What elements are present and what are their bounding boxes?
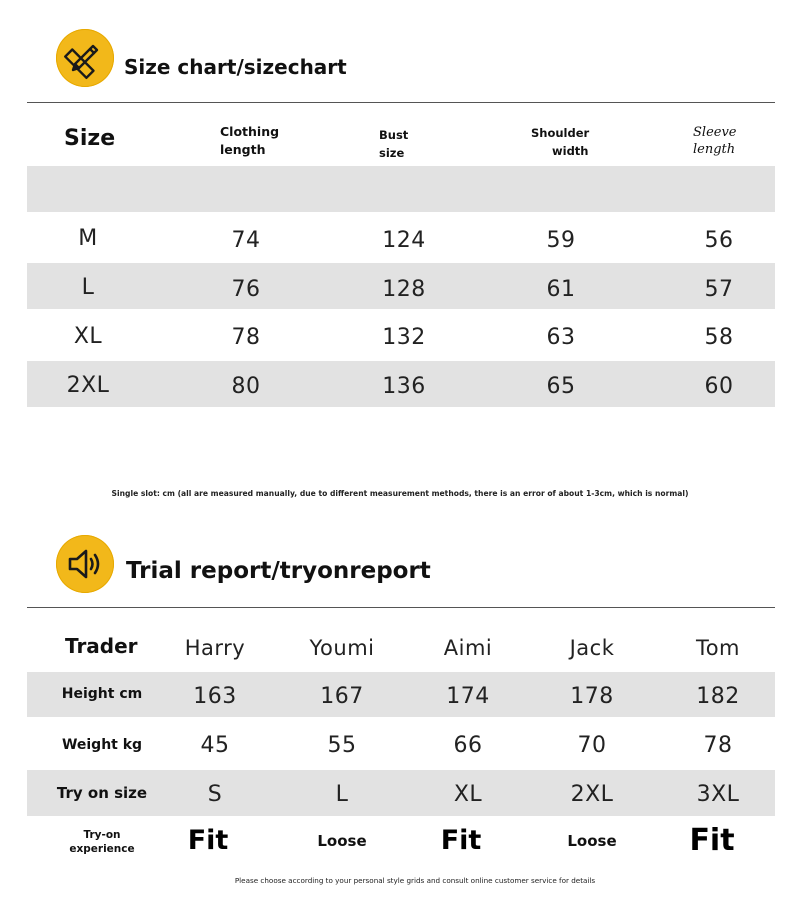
sleeve-length-header: Sleeve length — [693, 125, 737, 157]
shoulder-cell: 59 — [546, 228, 576, 253]
weight-cell: 55 — [327, 733, 357, 758]
sleeve-cell: 57 — [704, 277, 734, 302]
experience-cell: Loose — [567, 832, 617, 850]
try-on-size-cell: L — [335, 782, 349, 807]
trial-report-title: Trial report/tryonreport — [126, 558, 431, 584]
clothing-cell: 76 — [231, 277, 261, 302]
try-on-size-cell: S — [207, 782, 223, 807]
try-on-size-cell: XL — [453, 782, 483, 807]
try-on-size-cell: 2XL — [570, 782, 614, 807]
trader-name: Aimi — [443, 636, 493, 660]
try-on-experience-label: Try-on experience — [69, 829, 135, 855]
weight-label: Weight kg — [61, 737, 143, 753]
experience-cell: Fit — [187, 825, 229, 856]
pencil-ruler-icon — [56, 29, 114, 87]
bust-cell: 136 — [382, 374, 426, 399]
bust-size-header: Bust size — [379, 128, 409, 160]
height-cell: 163 — [193, 684, 237, 709]
height-cell: 182 — [696, 684, 740, 709]
experience-cell: Loose — [317, 832, 367, 850]
weight-cell: 45 — [200, 733, 230, 758]
shoulder-cell: 63 — [546, 325, 576, 350]
height-cell: 167 — [320, 684, 364, 709]
sleeve-cell: 56 — [704, 228, 734, 253]
measurement-note: Single slot: cm (all are measured manually, due to different measurement methods, there is an error of about 1-3cm, which is normal) — [111, 489, 689, 498]
size-chart-title: Size chart/sizechart — [124, 55, 347, 79]
shoulder-cell: 65 — [546, 374, 576, 399]
size-cell: XL — [73, 324, 103, 349]
trader-name: Tom — [695, 636, 741, 660]
size-table-empty-band — [27, 166, 775, 212]
clothing-cell: 78 — [231, 325, 261, 350]
experience-cell: Fit — [689, 823, 735, 858]
clothing-length-header: Clothing length — [220, 124, 280, 157]
experience-cell: Fit — [440, 825, 482, 856]
speaker-icon — [56, 535, 114, 593]
trader-name: Jack — [569, 636, 615, 660]
height-label: Height cm — [61, 686, 143, 702]
clothing-cell: 74 — [231, 228, 261, 253]
size-cell: L — [81, 275, 95, 300]
sleeve-cell: 60 — [704, 374, 734, 399]
trial-report-divider — [27, 607, 775, 608]
footer-note: Please choose according to your personal style grids and consult online customer service for details — [234, 876, 596, 885]
size-cell: 2XL — [66, 373, 110, 398]
try-on-size-cell: 3XL — [696, 782, 740, 807]
height-cell: 178 — [570, 684, 614, 709]
sleeve-cell: 58 — [704, 325, 734, 350]
trader-label: Trader — [65, 634, 138, 658]
weight-cell: 78 — [703, 733, 733, 758]
height-cell: 174 — [446, 684, 490, 709]
size-header: Size — [64, 126, 116, 151]
trader-name: Youmi — [309, 636, 375, 660]
weight-cell: 66 — [453, 733, 483, 758]
shoulder-cell: 61 — [546, 277, 576, 302]
clothing-cell: 80 — [231, 374, 261, 399]
weight-cell: 70 — [577, 733, 607, 758]
bust-cell: 124 — [382, 228, 426, 253]
shoulder-width-header: Shoulder width — [531, 126, 590, 158]
try-on-size-label: Try on size — [56, 784, 148, 802]
size-chart-divider — [27, 102, 775, 103]
size-cell: M — [78, 226, 98, 251]
bust-cell: 132 — [382, 325, 426, 350]
trader-name: Harry — [184, 636, 246, 660]
bust-cell: 128 — [382, 277, 426, 302]
